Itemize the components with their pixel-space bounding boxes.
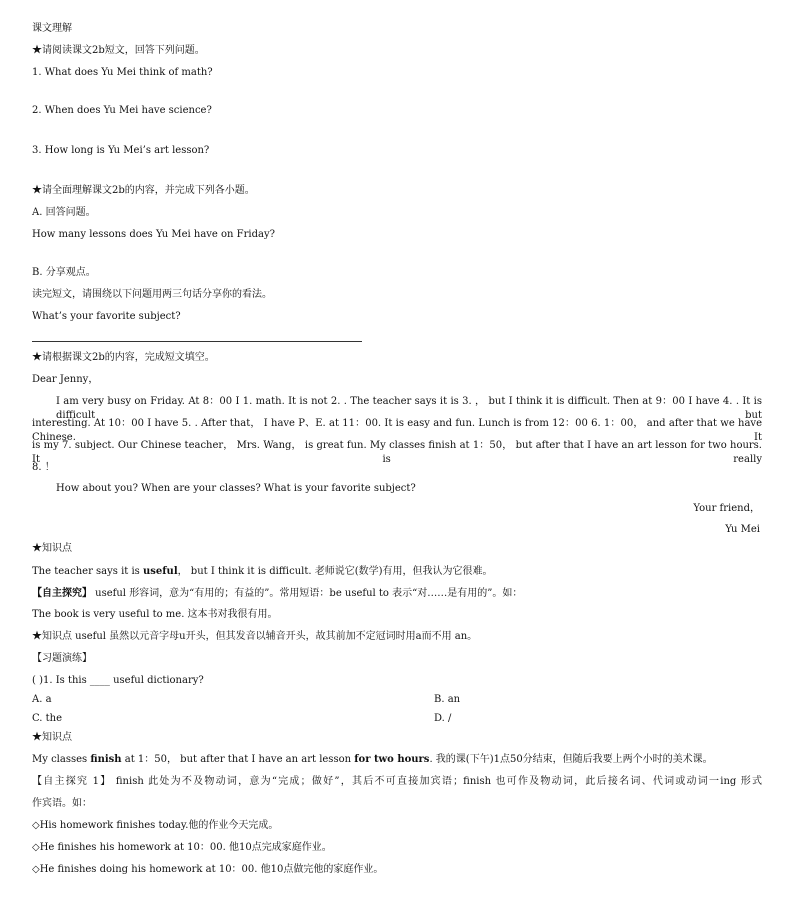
part-b-prompt: 读完短文，请围绕以下问题用两三句话分享你的看法。 xyxy=(32,289,272,300)
section3-instruction: ★请根据课文2b的内容，完成短文填空。 xyxy=(32,352,215,363)
section2-instruction: ★请全面理解课文2b的内容，并完成下列各小题。 xyxy=(32,185,255,196)
heading: 课文理解 xyxy=(32,23,72,34)
letter-line-1: I am very busy on Friday. At 8：00 I 1. math. It is not 2. . The teacher says it is 3. ， but I think it is difficult. Then at 9：00 I have 4. . It is difficult but xyxy=(56,396,762,421)
knowledge-label-1: ★知识点 xyxy=(32,543,72,554)
knowledge1-point: ★知识点 useful 虽然以元音字母u开头，但其发音以辅音开头，故其前加不定冠词时用a而不用 an。 xyxy=(32,631,478,642)
letter-greeting: Dear Jenny， xyxy=(32,374,99,385)
letter-line-4: 8. ！ xyxy=(32,462,55,473)
knowledge1-sentence xyxy=(32,565,493,579)
option-b: B. an xyxy=(434,694,461,705)
k1-sentence-pre: The teacher says it is xyxy=(32,566,143,577)
k2-bold-finish: finish xyxy=(90,754,122,765)
part-a-question: How many lessons does Yu Mei have on Friday? xyxy=(32,229,275,240)
knowledge1-example: The book is very useful to me. 这本书对我很有用。 xyxy=(32,609,278,620)
option-c: C. the xyxy=(32,713,63,724)
practice-question: ( )1. Is this ____ useful dictionary? xyxy=(32,675,204,686)
k1-sentence-post: ， but I think it is difficult. 老师说它(数学)有用，但我认为它很难。 xyxy=(177,566,493,577)
k1-explore-text: useful 形容词，意为“有用的；有益的”。常用短语：be useful to 表示“对……是有用的”。如： xyxy=(92,588,523,599)
section1-instruction: ★请阅读课文2b短文，回答下列问题。 xyxy=(32,45,205,56)
practice-label: 【习题演练】 xyxy=(32,653,92,664)
knowledge1-explore xyxy=(32,587,522,601)
part-a-label: A. 回答问题。 xyxy=(32,207,96,218)
letter-signature: Yu Mei xyxy=(725,524,760,535)
k2-sentence-post: . 我的课(下午)1点50分结束，但随后我要上两个小时的美术课。 xyxy=(429,754,713,765)
letter-line-3: is my 7. subject. Our Chinese teacher， Mrs. Wang， is great fun. My classes finish at 1：50， but after that I have an art lesson for two hours. It is really xyxy=(32,440,762,465)
part-b-label: B. 分享观点。 xyxy=(32,267,96,278)
k1-sentence-bold: useful xyxy=(142,566,178,577)
k2-sentence-mid: at 1：50， but after that I have an art lesson xyxy=(121,754,355,765)
example-2: ◇He finishes his homework at 10：00. 他10点完成家庭作业。 xyxy=(32,842,332,853)
knowledge2-explore-cont: 作宾语。如： xyxy=(32,798,92,809)
letter-line-2: interesting. At 10：00 I have 5. . After that， I have P、E. at 11：00. It is easy and fun. Lunch is from 12：00 6. 1：00， and after that we have Chinese. It xyxy=(32,418,762,443)
question-2: 2. When does Yu Mei have science? xyxy=(32,105,212,116)
question-3: 3. How long is Yu Mei’s art lesson? xyxy=(32,145,210,156)
k2-sentence-pre: My classes xyxy=(32,754,91,765)
letter-paragraph-2: How about you? When are your classes? What is your favorite subject? xyxy=(56,483,416,494)
k2-bold-two-hours: for two hours xyxy=(354,754,430,765)
part-b-question: What’s your favorite subject? xyxy=(32,311,181,322)
knowledge-label-2: ★知识点 xyxy=(32,732,72,743)
example-1: ◇His homework finishes today.他的作业今天完成。 xyxy=(32,820,279,831)
option-a: A. a xyxy=(32,694,52,705)
option-d: D. / xyxy=(434,713,452,724)
knowledge2-sentence xyxy=(32,753,713,767)
knowledge2-explore: 【自主探究 1】 finish 此处为不及物动词，意为“完成；做好”，其后不可直接加宾语；finish 也可作及物动词，此后接名词、代词或动词一ing 形式 xyxy=(32,776,762,787)
answer-line xyxy=(32,341,362,342)
k1-explore-label: 【自主探究】 xyxy=(32,588,92,599)
letter-closing: Your friend， xyxy=(693,503,760,514)
example-3: ◇He finishes doing his homework at 10：00. 他10点做完他的家庭作业。 xyxy=(32,864,384,875)
question-1: 1. What does Yu Mei think of math? xyxy=(32,67,213,78)
